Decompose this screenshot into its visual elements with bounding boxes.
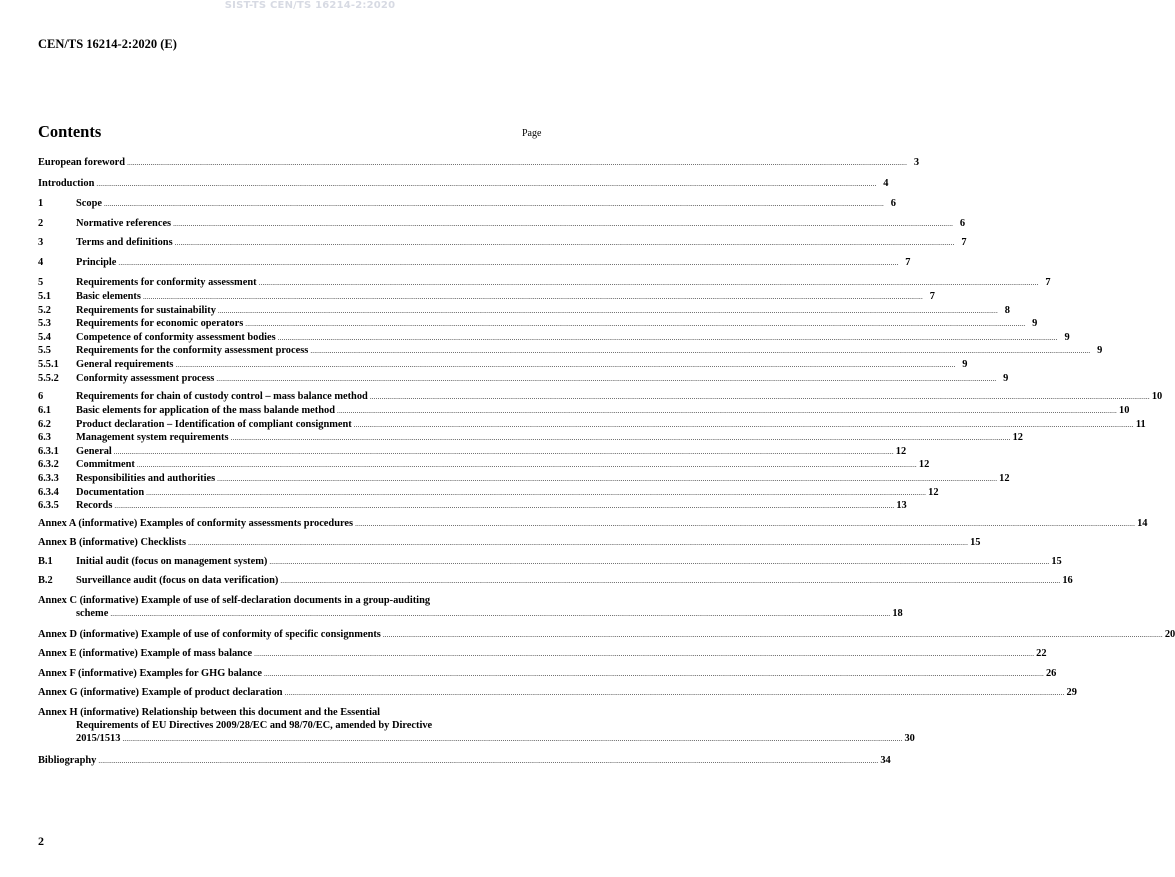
- toc-entry-title: Basic elements: [76, 291, 141, 302]
- leader-dots: ................................................................................................................................................................................................................................................................................................................................................................................................................: [127, 159, 908, 167]
- leader-dots: ................................................................................................................................................................................................................................................................................................................................................................................................................: [98, 757, 879, 765]
- toc-entry-number: 5: [38, 277, 44, 288]
- leader-dots: ................................................................................................................................................................................................................................................................................................................................................................................................................: [269, 558, 1050, 566]
- toc-entry-title: General requirements: [76, 359, 174, 370]
- toc-entry-title: Documentation: [76, 487, 145, 498]
- toc-entry-number: 5.4: [38, 332, 51, 343]
- toc-entry-page: 4: [883, 178, 889, 189]
- leader-dots: ................................................................................................................................................................................................................................................................................................................................................................................................................: [369, 393, 1150, 401]
- toc-entry-page: 9: [962, 359, 968, 370]
- toc-entry-title: scheme: [76, 608, 109, 619]
- toc-entry-page: 10: [1119, 405, 1130, 416]
- toc-entry-title: Scope: [76, 198, 102, 209]
- toc-entry-number: 6.3.5: [38, 500, 59, 511]
- leader-dots: ................................................................................................................................................................................................................................................................................................................................................................................................................: [217, 475, 998, 483]
- leader-dots: ................................................................................................................................................................................................................................................................................................................................................................................................................: [114, 502, 895, 510]
- toc-entry-page: 16: [1062, 575, 1073, 586]
- toc-entry-page: 3: [913, 157, 920, 168]
- toc-entry-title: European foreword: [38, 157, 126, 168]
- toc-entry-title: Principle: [76, 257, 117, 268]
- toc-entry-number: B.2: [38, 575, 53, 586]
- leader-dots: ................................................................................................................................................................................................................................................................................................................................................................................................................: [142, 293, 923, 301]
- leader-dots: ................................................................................................................................................................................................................................................................................................................................................................................................................: [103, 200, 884, 208]
- leader-dots: ................................................................................................................................................................................................................................................................................................................................................................................................................: [118, 259, 899, 267]
- toc-entry-page: 26: [1045, 668, 1057, 679]
- toc-entry-number: 6: [38, 391, 44, 402]
- toc-entry-number: 5.5.1: [38, 359, 59, 370]
- toc-entry-number: 5.5: [38, 345, 51, 356]
- toc-entry-page: 8: [1004, 305, 1010, 316]
- toc-entry-number: 1: [38, 198, 44, 209]
- toc-entry-page: 13: [896, 500, 907, 511]
- page-column-label: Page: [522, 128, 542, 139]
- leader-dots: ................................................................................................................................................................................................................................................................................................................................................................................................................: [337, 407, 1117, 415]
- toc-entry-page: 9: [1003, 373, 1009, 384]
- toc-entry-page: 10: [1151, 391, 1163, 402]
- leader-dots: ................................................................................................................................................................................................................................................................................................................................................................................................................: [146, 489, 927, 497]
- toc-entry-title: Annex H (informative) Relationship between this document and the Essential: [38, 707, 381, 718]
- toc-entry-title: Bibliography: [38, 755, 97, 766]
- toc-entry-number: 6.3: [38, 432, 51, 443]
- toc-entry-title: Competence of conformity assessment bodies: [76, 332, 276, 343]
- toc-entry-number: 6.3.2: [38, 459, 59, 470]
- toc-entry-page: 9: [1064, 332, 1070, 343]
- toc-entry-page: 12: [918, 459, 930, 470]
- toc-entry-title: Surveillance audit (focus on data verification): [76, 575, 279, 586]
- leader-dots: ................................................................................................................................................................................................................................................................................................................................................................................................................: [382, 631, 1163, 639]
- leader-dots: ................................................................................................................................................................................................................................................................................................................................................................................................................: [284, 689, 1065, 697]
- leader-dots: ................................................................................................................................................................................................................................................................................................................................................................................................................: [113, 448, 894, 456]
- toc-entry-number: 6.1: [38, 405, 51, 416]
- toc-entry-title: Commitment: [76, 459, 135, 470]
- toc-entry-page: 20: [1164, 629, 1175, 640]
- toc-entry-number: 2: [38, 218, 44, 229]
- contents-title: Contents: [38, 122, 102, 141]
- toc-entry-page: 9: [1097, 345, 1103, 356]
- leader-dots: ................................................................................................................................................................................................................................................................................................................................................................................................................: [110, 610, 891, 618]
- toc-entry-number: 6.3.3: [38, 473, 59, 484]
- toc-entry-title: Initial audit (focus on management system): [76, 556, 268, 567]
- toc-entry-title: Normative references: [76, 218, 172, 229]
- leader-dots: ................................................................................................................................................................................................................................................................................................................................................................................................................: [263, 670, 1044, 678]
- toc-entry-title: Requirements for the conformity assessment process: [76, 345, 309, 356]
- toc-entry-number: 5.3: [38, 318, 51, 329]
- leader-dots: ................................................................................................................................................................................................................................................................................................................................................................................................................: [122, 735, 903, 743]
- leader-dots: ................................................................................................................................................................................................................................................................................................................................................................................................................: [254, 650, 1035, 658]
- toc-entry-title: Annex E (informative) Example of mass balance: [38, 648, 253, 659]
- toc-entry-title: Responsibilities and authorities: [76, 473, 216, 484]
- toc-entry-page: 12: [1012, 432, 1023, 443]
- toc-entry-page: 14: [1137, 518, 1148, 529]
- leader-dots: ................................................................................................................................................................................................................................................................................................................................................................................................................: [136, 461, 917, 469]
- toc-entry-title: Annex D (informative) Example of use of conformity of specific consignments: [38, 629, 381, 640]
- toc-entry-page: 12: [895, 446, 907, 457]
- leader-dots: ................................................................................................................................................................................................................................................................................................................................................................................................................: [355, 520, 1136, 528]
- toc-entry-title: Requirements for sustainability: [76, 305, 216, 316]
- toc-entry-title: Introduction: [38, 178, 95, 189]
- toc-entry-number: 5.2: [38, 305, 51, 316]
- toc-entry-number: 6.3.4: [38, 487, 59, 498]
- toc-entry-number: 6.2: [38, 419, 51, 430]
- toc-entry-page: 34: [880, 755, 891, 766]
- leader-dots: ................................................................................................................................................................................................................................................................................................................................................................................................................: [216, 375, 997, 383]
- leader-dots: ................................................................................................................................................................................................................................................................................................................................................................................................................: [353, 421, 1134, 429]
- toc-entry-number: 6.3.1: [38, 446, 59, 457]
- toc-entry-page: 18: [892, 608, 903, 619]
- toc-entry-title: General: [76, 446, 112, 457]
- leader-dots: ................................................................................................................................................................................................................................................................................................................................................................................................................: [277, 334, 1058, 342]
- toc-entry-page: 12: [928, 487, 939, 498]
- toc-entry-title: Basic elements for application of the mass balande method: [76, 405, 335, 416]
- toc-entry-page: 7: [1045, 277, 1051, 288]
- watermark: SIST-TS CEN/TS 16214-2:2020: [224, 0, 396, 11]
- page-number: 2: [38, 834, 44, 848]
- toc-entry-title: Requirements for chain of custody control – mass balance method: [76, 391, 368, 402]
- toc-entry-page: 7: [929, 291, 935, 302]
- toc-entry-title: Conformity assessment process: [76, 373, 215, 384]
- leader-dots: ................................................................................................................................................................................................................................................................................................................................................................................................................: [258, 279, 1039, 287]
- toc-entry-number: B.1: [38, 556, 53, 567]
- leader-dots: ................................................................................................................................................................................................................................................................................................................................................................................................................: [280, 577, 1061, 585]
- leader-dots: ................................................................................................................................................................................................................................................................................................................................................................................................................: [217, 307, 998, 315]
- toc-entry-title: Records: [76, 500, 113, 511]
- leader-dots: ................................................................................................................................................................................................................................................................................................................................................................................................................: [96, 180, 877, 188]
- toc-entry-page: 11: [1135, 419, 1146, 430]
- toc-entry-title: Requirements for economic operators: [76, 318, 244, 329]
- leader-dots: ................................................................................................................................................................................................................................................................................................................................................................................................................: [173, 220, 954, 228]
- toc-entry-title: Terms and definitions: [76, 237, 173, 248]
- toc-entry-title: Annex G (informative) Example of product declaration: [38, 687, 283, 698]
- toc-entry-page: 15: [1051, 556, 1062, 567]
- leader-dots: ................................................................................................................................................................................................................................................................................................................................................................................................................: [188, 539, 969, 547]
- toc-entry-page: 12: [999, 473, 1010, 484]
- toc-entry-page: 22: [1036, 648, 1047, 659]
- toc-entry-title: Annex B (informative) Checklists: [38, 537, 187, 548]
- leader-dots: ................................................................................................................................................................................................................................................................................................................................................................................................................: [174, 239, 955, 247]
- toc-entry-page: 7: [905, 257, 911, 268]
- toc-entry-page: 6: [890, 198, 896, 209]
- toc-entry-title: Annex C (informative) Example of use of self-declaration documents in a group-auditing: [38, 595, 431, 606]
- toc-entry-page: 7: [961, 237, 967, 248]
- leader-dots: ................................................................................................................................................................................................................................................................................................................................................................................................................: [310, 347, 1091, 355]
- toc-entry-title: Requirements of EU Directives 2009/28/EC and 98/70/EC, amended by Directive: [76, 720, 433, 731]
- toc-entry-number: 5.1: [38, 291, 51, 302]
- leader-dots: ................................................................................................................................................................................................................................................................................................................................................................................................................: [245, 320, 1026, 328]
- toc-entry-page: 9: [1032, 318, 1038, 329]
- toc-entry-page: 29: [1066, 687, 1077, 698]
- toc-entry-number: 3: [38, 237, 44, 248]
- toc-entry-title: Annex F (informative) Examples for GHG balance: [38, 668, 262, 679]
- toc-entry-title: Management system requirements: [76, 432, 229, 443]
- toc-entry-number: 4: [38, 257, 44, 268]
- toc-entry-title: Product declaration – Identification of compliant consignment: [76, 419, 352, 430]
- toc-entry-number: 5.5.2: [38, 373, 59, 384]
- toc-entry-title: 2015/1513: [76, 733, 121, 744]
- leader-dots: ................................................................................................................................................................................................................................................................................................................................................................................................................: [230, 434, 1011, 442]
- toc-entry-title: Requirements for conformity assessment: [76, 277, 257, 288]
- document-id: CEN/TS 16214-2:2020 (E): [38, 37, 177, 51]
- toc-entry-page: 15: [970, 537, 981, 548]
- toc-entry-page: 6: [959, 218, 966, 229]
- toc-entry-page: 30: [904, 733, 915, 744]
- toc-entry-title: Annex A (informative) Examples of conformity assessments procedures: [38, 518, 354, 529]
- leader-dots: ................................................................................................................................................................................................................................................................................................................................................................................................................: [175, 361, 956, 369]
